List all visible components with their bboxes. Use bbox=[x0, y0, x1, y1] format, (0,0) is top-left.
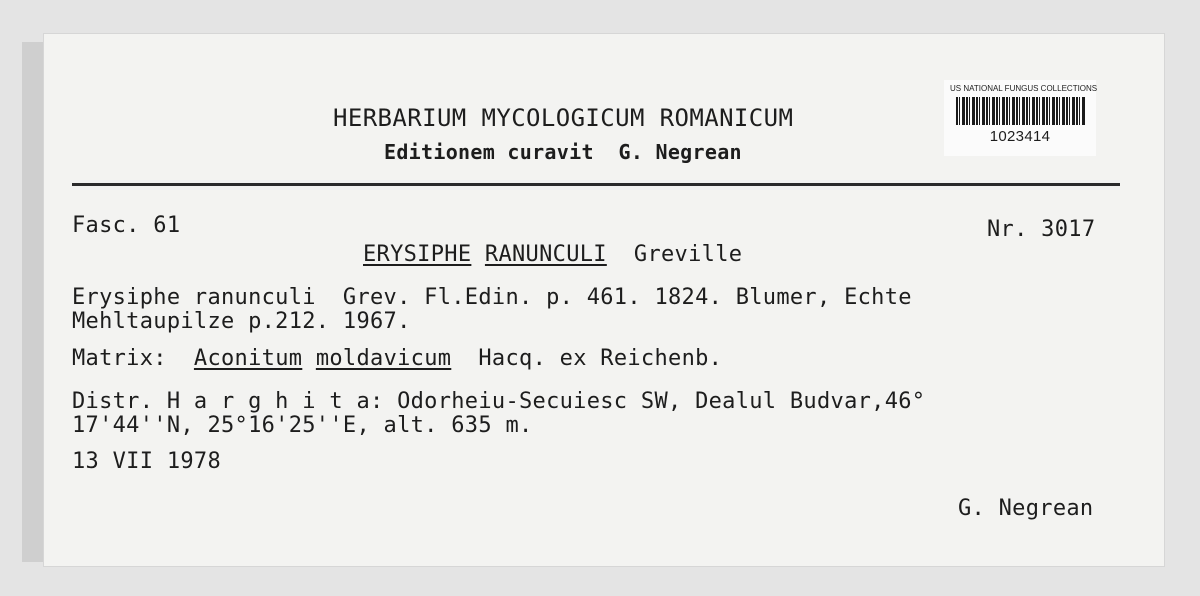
species-author: Greville bbox=[633, 242, 743, 267]
barcode-icon bbox=[956, 97, 1086, 125]
label-subtitle: Editionem curavit G. Negrean bbox=[384, 140, 742, 164]
matrix-epithet: moldavicum bbox=[315, 346, 452, 371]
matrix-author: Hacq. ex Reichenb. bbox=[478, 346, 723, 371]
barcode-collection-name: US NATIONAL FUNGUS COLLECTIONS bbox=[950, 84, 1098, 93]
citation-line-2: Mehltaupilze p.212. 1967. bbox=[72, 309, 411, 334]
exsiccata-number: Nr. 3017 bbox=[987, 217, 1096, 242]
collector-name: G. Negrean bbox=[958, 496, 1094, 521]
header-divider bbox=[72, 183, 1120, 186]
fascicle-number: Fasc. 61 bbox=[72, 213, 181, 238]
collection-date: 13 VII 1978 bbox=[72, 449, 221, 474]
species-genus: ERYSIPHE bbox=[363, 242, 472, 267]
distribution-line-2: 17'44''N, 25°16'25''E, alt. 635 m. bbox=[72, 413, 533, 438]
species-epithet: RANUNCULI bbox=[484, 242, 607, 267]
matrix-genus: Aconitum bbox=[193, 346, 303, 371]
citation-line-1: Erysiphe ranunculi Grev. Fl.Edin. p. 461. 1824. Blumer, Echte bbox=[72, 285, 912, 310]
barcode-number: 1023414 bbox=[989, 128, 1051, 145]
distribution-line-1: Distr. H a r g h i t a: Odorheiu-Secuiesc SW, Dealul Budvar,46° bbox=[72, 389, 926, 414]
matrix-line bbox=[72, 347, 722, 371]
label-title: HERBARIUM MYCOLOGICUM ROMANICUM bbox=[333, 104, 794, 132]
species-name bbox=[363, 243, 742, 267]
matrix-label: Matrix: bbox=[72, 346, 167, 371]
